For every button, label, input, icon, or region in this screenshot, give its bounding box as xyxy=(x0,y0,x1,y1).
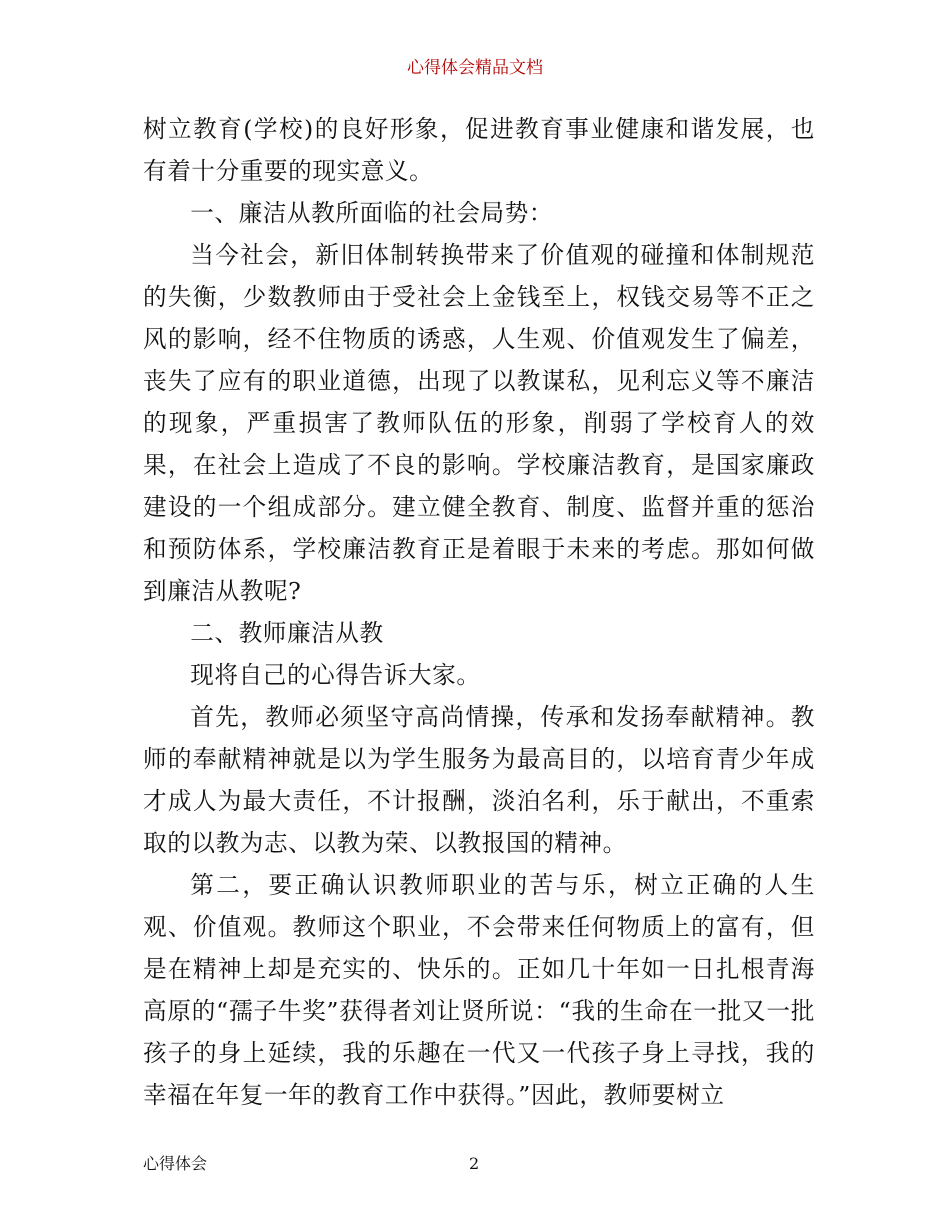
section-heading-1: 一、廉洁从教所面临的社会局势： xyxy=(190,199,554,227)
paragraph: 当今社会，新旧体制转换带来了价值观的碰撞和体制规范的失衡，少数教师由于受社会上金钱至上，权钱交易等不正之风的影响，经不住物质的诱惑，人生观、价值观发生了偏差，丧失了应有的职业道德，出现了以教谋私，见利忘义等不廉洁的现象，严重损害了教师队伍的形象，削弱了学校育人的效果，在社会上造成了不良的影响。学校廉洁教育，是国家廉政建设的一个组成部分。建立健全教育、制度、监督并重的惩治和预防体系，学校廉洁教育正是着眼于未来的考虑。那如何做到廉洁从教呢? xyxy=(143,241,815,605)
page-footer xyxy=(143,1152,815,1176)
section-heading-2: 二、教师廉洁从教 xyxy=(190,619,384,647)
page-header: 心得体会精品文档 xyxy=(407,58,543,78)
paragraph: 第二，要正确认识教师职业的苦与乐，树立正确的人生观、价值观。教师这个职业，不会带来任何物质上的富有，但是在精神上却是充实的、快乐的。正如几十年如一日扎根青海高原的“孺子牛奖”获得者刘让贤所说：“我的生命在一批又一批孩子的身上延续，我的乐趣在一代又一代孩子身上寻找，我的幸福在年复一年的教育工作中获得。”因此，教师要树立 xyxy=(143,871,815,1109)
paragraph-continuation: 树立教育(学校)的良好形象，促进教育事业健康和谐发展，也有着十分重要的现实意义。 xyxy=(143,115,815,185)
document-body xyxy=(143,108,815,1116)
paragraph: 现将自己的心得告诉大家。 xyxy=(190,661,481,689)
page-number: 2 xyxy=(469,1154,480,1173)
footer-label: 心得体会 xyxy=(143,1154,208,1173)
paragraph: 首先，教师必须坚守高尚情操，传承和发扬奉献精神。教师的奉献精神就是以为学生服务为最高目的，以培育青少年成才成人为最大责任，不计报酬，淡泊名利，乐于献出，不重索取的以教为志、以教为荣、以教报国的精神。 xyxy=(143,703,815,857)
